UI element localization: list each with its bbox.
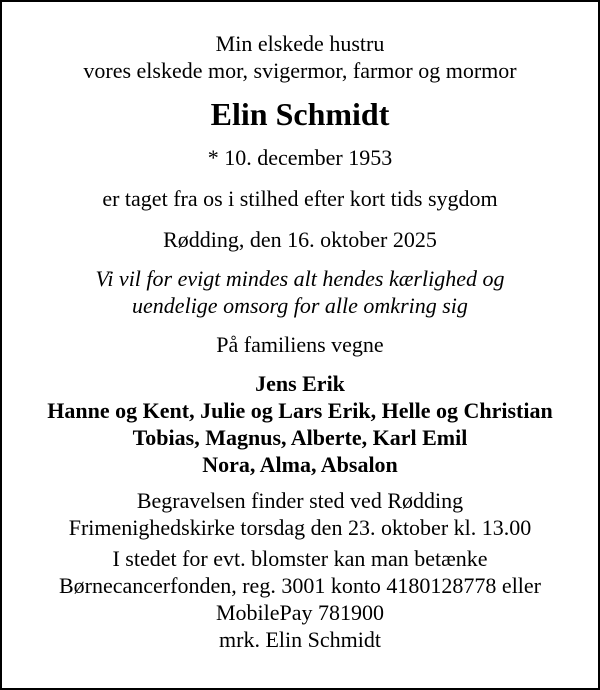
family-line: Tobias, Magnus, Alberte, Karl Emil	[132, 425, 468, 450]
funeral-line-1: Begravelsen finder sted ved Rødding	[136, 488, 464, 513]
memorial-quote-line-1: Vi vil for evigt mindes alt hendes kærlighed og	[95, 266, 505, 291]
intro-text	[2, 30, 598, 84]
intro-line-2: vores elskede mor, svigermor, farmor og mormor	[83, 58, 517, 83]
donation-line-3: MobilePay 781900	[215, 600, 385, 625]
donation-line-4: mrk. Elin Schmidt	[219, 627, 381, 652]
intro-line-1: Min elskede hustru	[215, 31, 385, 56]
on-behalf-block	[2, 331, 598, 358]
family-names	[2, 370, 598, 478]
passing-text: er taget fra os i stilhed efter kort tids sygdom	[102, 186, 498, 211]
birth-date: * 10. december 1953	[207, 145, 393, 170]
family-line: Nora, Alma, Absalon	[202, 452, 398, 477]
passing-block	[2, 185, 598, 212]
funeral-line-2: Frimenighedskirke torsdag den 23. oktober kl. 13.00	[68, 515, 532, 540]
on-behalf-text: På familiens vegne	[216, 332, 384, 357]
funeral-info	[2, 487, 598, 541]
deceased-name-block	[2, 96, 598, 132]
donation-info	[2, 545, 598, 653]
donation-line-1: I stedet for evt. blomster kan man betænke	[112, 546, 488, 571]
family-line: Jens Erik	[255, 371, 345, 396]
family-line: Hanne og Kent, Julie og Lars Erik, Helle og Christian	[47, 398, 553, 423]
deceased-name: Elin Schmidt	[210, 96, 390, 132]
memorial-quote	[2, 265, 598, 319]
place-date: Rødding, den 16. oktober 2025	[163, 227, 437, 252]
donation-line-2: Børnecancerfonden, reg. 3001 konto 4180128778 eller	[58, 573, 542, 598]
place-date-block	[2, 226, 598, 253]
birth-date-block	[2, 144, 598, 171]
memorial-quote-line-2: uendelige omsorg for alle omkring sig	[132, 293, 468, 318]
